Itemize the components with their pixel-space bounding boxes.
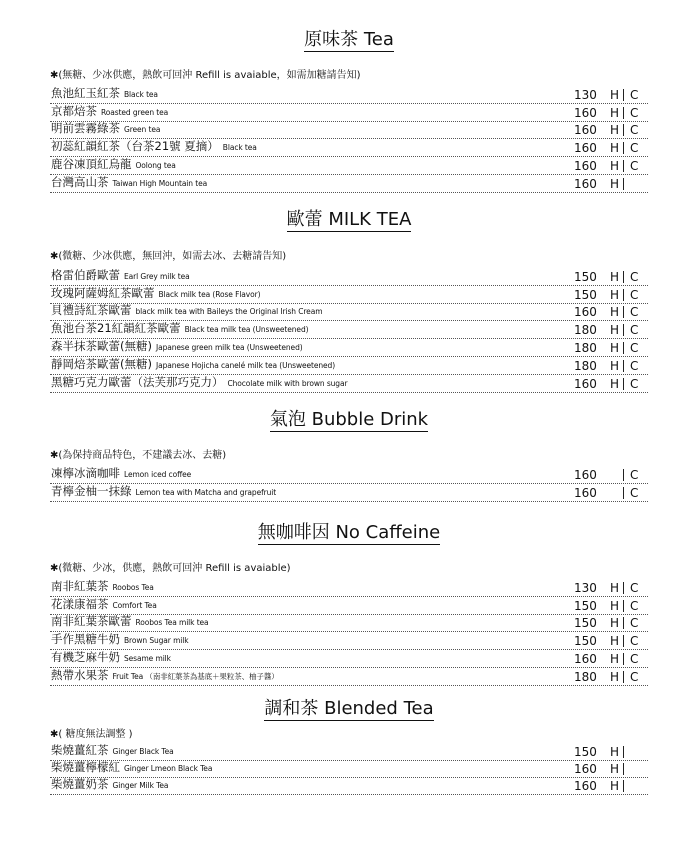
item-price: 160 [574, 176, 597, 191]
item-name-zh: 柴燒薑檸檬紅 [51, 760, 120, 774]
item-price: 150 [574, 598, 597, 613]
option-divider [623, 378, 624, 390]
option-divider [623, 289, 624, 301]
item-name-en: black milk tea with Baileys the Original Irish Cream [135, 307, 323, 317]
item-price: 160 [574, 376, 597, 391]
item-list [50, 86, 648, 193]
hot-option: H [610, 634, 620, 649]
hot-option: H [610, 779, 620, 793]
cold-option: C [630, 616, 639, 631]
option-divider [623, 89, 624, 101]
hot-option: H [610, 323, 620, 338]
item-price: 160 [574, 105, 597, 120]
item-name [51, 268, 190, 284]
item-name [51, 760, 212, 776]
menu-item-row [50, 597, 648, 615]
item-name-zh: 台灣高山茶 [51, 174, 109, 189]
option-divider [623, 653, 624, 665]
menu-item-row [50, 466, 648, 484]
cold-option: C [630, 376, 639, 391]
hot-option: H [610, 580, 620, 595]
cold-option: C [630, 485, 639, 500]
option-divider [623, 746, 624, 758]
item-price: 150 [574, 287, 597, 302]
menu-item-row [50, 122, 648, 140]
menu-item-row [50, 286, 648, 304]
option-divider [623, 763, 624, 775]
item-price: 160 [574, 141, 597, 156]
menu-item-row [50, 157, 648, 175]
item-price: 180 [574, 358, 597, 373]
item-name-en: Fruit Tea （南非紅葉茶為基底＋果粒茶、柚子醬） [112, 671, 279, 681]
hot-option: H [610, 745, 620, 759]
item-name [51, 597, 157, 613]
item-price: 160 [574, 305, 597, 320]
option-divider [623, 582, 624, 594]
cold-option: C [630, 269, 639, 284]
item-name-en: Comfort Tea [112, 600, 157, 610]
cold-option: C [630, 287, 639, 302]
item-name [51, 104, 168, 120]
item-name [51, 614, 209, 630]
section-title-text: 氣泡 Bubble Drink [269, 409, 429, 430]
item-name-en: Sesame milk [124, 653, 171, 663]
menu-item-row [50, 375, 648, 393]
item-name-zh: 柴燒薑奶茶 [51, 777, 109, 791]
option-divider [623, 342, 624, 354]
item-name [51, 650, 171, 666]
item-name [51, 484, 276, 500]
cold-option: C [630, 305, 639, 320]
item-name-zh: 魚池紅玉紅茶 [51, 85, 120, 100]
item-name-zh: 明前雲霧綠茶 [51, 121, 120, 136]
item-price: 160 [574, 779, 597, 793]
section-note: ✱(微糖、少冰，供應，熱飲可回沖 Refill is avaiable) [50, 563, 291, 574]
item-name-en: Ginger Milk Tea [112, 781, 169, 790]
section-title-text: 原味茶 Tea [304, 29, 394, 50]
option-divider [623, 617, 624, 629]
item-name-zh: 花漾康福茶 [51, 596, 109, 611]
section-title [50, 29, 648, 51]
menu-item-row [50, 268, 648, 286]
item-name-en: Green tea [124, 125, 161, 135]
item-name [51, 777, 168, 793]
item-price: 180 [574, 323, 597, 338]
section-note: ✱(無糖、少冰供應，熱飲可回沖 Refill is avaiable，如需加糖請告知) [50, 70, 361, 81]
item-name [51, 303, 322, 319]
item-name-en: Taiwan High Mountain tea [112, 178, 208, 188]
item-name-en: Ginger Lmeon Black Tea [124, 764, 213, 773]
item-name-zh: 有機芝麻牛奶 [51, 649, 120, 664]
hot-option: H [610, 141, 620, 156]
cold-option: C [630, 323, 639, 338]
menu-item-row [50, 650, 648, 668]
section-title-text: 調和茶 Blended Tea [264, 698, 434, 719]
item-name [51, 139, 257, 155]
menu-item-row [50, 744, 648, 761]
cold-option: C [630, 340, 639, 355]
item-name [51, 86, 158, 102]
option-divider [623, 142, 624, 154]
item-name-en: Roasted green tea [101, 107, 169, 117]
item-name-en: Lemon tea with Matcha and grapefruit [135, 487, 277, 497]
cold-option: C [630, 467, 639, 482]
cold-option: C [630, 105, 639, 120]
item-list [50, 466, 648, 502]
menu-item-row [50, 321, 648, 339]
cold-option: C [630, 634, 639, 649]
section-note: ✱( 糖度無法調整 ) [50, 729, 133, 740]
item-price: 150 [574, 745, 597, 759]
item-price: 130 [574, 580, 597, 595]
section-title [50, 698, 648, 720]
item-name [51, 579, 154, 595]
cold-option: C [630, 598, 639, 613]
item-name-en: Black tea milk tea (Unsweetened) [184, 325, 309, 335]
hot-option: H [610, 616, 620, 631]
menu-item-row [50, 579, 648, 597]
item-name-en: Roobos Tea milk tea [135, 618, 209, 628]
item-name [51, 743, 174, 759]
menu-item-row [50, 615, 648, 633]
section-title [50, 522, 648, 544]
item-list [50, 579, 648, 686]
hot-option: H [610, 358, 620, 373]
item-name [51, 357, 335, 373]
menu-item-row [50, 139, 648, 157]
item-price: 160 [574, 762, 597, 776]
item-name-en: Black tea [222, 143, 257, 153]
option-divider [623, 124, 624, 136]
menu-item-row [50, 668, 648, 686]
item-name-zh: 手作黑糖牛奶 [51, 632, 120, 647]
hot-option: H [610, 123, 620, 138]
hot-option: H [610, 651, 620, 666]
cold-option: C [630, 669, 639, 684]
cold-option: C [630, 358, 639, 373]
item-name-zh: 青檸金柚一抹綠 [51, 483, 132, 498]
menu-item-row [50, 104, 648, 122]
section-title-text: 無咖啡因 No Caffeine [257, 522, 441, 543]
item-price: 130 [574, 87, 597, 102]
cold-option: C [630, 141, 639, 156]
item-price: 150 [574, 269, 597, 284]
item-name-zh: 玫瑰阿薩姆紅茶歐蕾 [51, 285, 155, 300]
item-price: 160 [574, 467, 597, 482]
menu-item-row [50, 632, 648, 650]
item-price: 160 [574, 485, 597, 500]
menu-item-row [50, 778, 648, 795]
item-name [51, 157, 176, 173]
item-name [51, 286, 260, 302]
item-name-zh: 格雷伯爵歐蕾 [51, 267, 120, 282]
item-name [51, 375, 347, 391]
option-divider [623, 271, 624, 283]
item-name-zh: 魚池台茶21紅韻紅茶歐蕾 [51, 321, 181, 336]
cold-option: C [630, 580, 639, 595]
item-name-en: Lemon iced coffee [124, 469, 192, 479]
cold-option: C [630, 651, 639, 666]
hot-option: H [610, 376, 620, 391]
cold-option: C [630, 158, 639, 173]
item-list [50, 268, 648, 393]
item-price: 180 [574, 340, 597, 355]
item-name-zh: 黑糖巧克力歐蕾（法芙那巧克力） [51, 374, 224, 389]
menu-item-row [50, 357, 648, 375]
option-divider [623, 780, 624, 792]
item-name-en: Oolong tea [135, 160, 176, 170]
item-name-en: Ginger Black Tea [112, 747, 174, 756]
hot-option: H [610, 762, 620, 776]
item-name-en: Japanese Hojicha canelé milk tea (Unsweetened) [155, 360, 336, 370]
item-name-zh: 初蕊紅韻紅茶（台茶21號 夏摘） [51, 139, 219, 154]
option-divider [623, 178, 624, 190]
item-price: 160 [574, 123, 597, 138]
item-name-zh: 靜岡焙茶歐蕾(無糖) [51, 356, 152, 371]
item-name-en: Black milk tea (Rose Flavor) [158, 289, 261, 299]
cold-option: C [630, 123, 639, 138]
item-name [51, 668, 279, 684]
menu-item-row [50, 304, 648, 322]
item-price: 160 [574, 158, 597, 173]
item-name-en: Roobos Tea [112, 582, 154, 592]
item-price: 150 [574, 634, 597, 649]
section-title [50, 209, 648, 231]
hot-option: H [610, 105, 620, 120]
menu-item-row [50, 761, 648, 778]
item-name [51, 339, 303, 355]
item-name-en: Black tea [124, 89, 158, 99]
hot-option: H [610, 176, 620, 191]
hot-option: H [610, 669, 620, 684]
item-name [51, 121, 160, 137]
item-name-zh: 凍檸冰滴咖啡 [51, 465, 120, 480]
option-divider [623, 306, 624, 318]
option-divider [623, 671, 624, 683]
item-name-zh: 貝禮詩紅茶歐蕾 [51, 303, 132, 318]
section-title [50, 409, 648, 431]
item-name-zh: 森半抹茶歐蕾(無糖) [51, 338, 152, 353]
option-divider [623, 635, 624, 647]
section-note: ✱(微糖、少冰供應，無回沖，如需去冰、去糖請告知) [50, 251, 287, 262]
item-price: 150 [574, 616, 597, 631]
section-note: ✱(為保持商品特色，不建議去冰、去糖) [50, 450, 227, 461]
hot-option: H [610, 340, 620, 355]
item-name [51, 632, 188, 648]
option-divider [623, 360, 624, 372]
item-name [51, 321, 308, 337]
hot-option: H [610, 305, 620, 320]
item-name-zh: 熱帶水果茶 [51, 667, 109, 682]
section-title-text: 歐蕾 MILK TEA [286, 209, 412, 230]
item-name-en: Earl Grey milk tea [124, 271, 190, 281]
menu-item-row [50, 175, 648, 193]
option-divider [623, 469, 624, 481]
item-list [50, 744, 648, 795]
option-divider [623, 487, 624, 499]
item-name-en: Brown Sugar milk [124, 636, 189, 646]
option-divider [623, 600, 624, 612]
item-name [51, 466, 191, 482]
hot-option: H [610, 87, 620, 102]
hot-option: H [610, 158, 620, 173]
item-name-en: Chocolate milk with brown sugar [227, 378, 348, 388]
item-name [51, 175, 207, 191]
item-name-zh: 京都焙茶 [51, 103, 97, 118]
item-name-zh: 南非紅葉茶 [51, 578, 109, 593]
hot-option: H [610, 269, 620, 284]
option-divider [623, 160, 624, 172]
item-price: 180 [574, 669, 597, 684]
item-price: 160 [574, 651, 597, 666]
hot-option: H [610, 287, 620, 302]
cold-option: C [630, 87, 639, 102]
menu-item-row [50, 484, 648, 502]
item-name-zh: 鹿谷凍頂紅烏龍 [51, 156, 132, 171]
hot-option: H [610, 598, 620, 613]
option-divider [623, 324, 624, 336]
item-name-zh: 柴燒薑紅茶 [51, 743, 109, 757]
menu-item-row [50, 339, 648, 357]
item-name-zh: 南非紅葉茶歐蕾 [51, 614, 132, 629]
menu-item-row [50, 86, 648, 104]
option-divider [623, 107, 624, 119]
item-name-en: Japanese green milk tea (Unsweetened) [155, 342, 303, 352]
